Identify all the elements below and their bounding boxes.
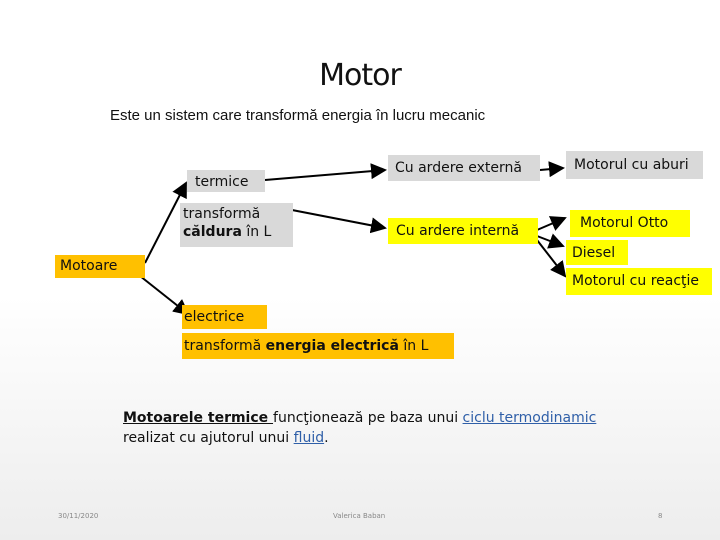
node-motoare-label: Motoare [60,258,118,274]
footer-date: 30/11/2020 [58,512,99,520]
slide-subtitle: Este un sistem care transformă energia în lucru mecanic [110,107,486,124]
arrow-externa-aburi [540,168,563,170]
link-ciclu-termodinamic[interactable]: ciclu termodinamic [462,410,597,426]
termice-desc-line1: transformă [183,206,261,222]
node-motorul-otto [570,210,690,237]
definition-verb: funcţionează pe baza unui [273,410,463,426]
node-motorul-otto-label: Motorul Otto [580,215,669,231]
node-motorul-aburi-label: Motorul cu aburi [574,157,689,173]
definition-realizat: realizat cu ajutorul unui [123,430,294,446]
definition-period: . [324,430,329,446]
node-diesel-label: Diesel [572,245,616,261]
node-motorul-aburi [566,151,703,179]
arrow-termice-externa [265,170,385,180]
node-ardere-externa [388,155,540,181]
node-termice [187,170,265,192]
electrice-desc-bold: energia electrică [265,338,399,354]
definition-term: Motoarele termice [123,410,274,426]
node-motorul-reactie-label: Motorul cu reacţie [572,273,700,289]
node-termice-label: termice [195,174,249,190]
definition-text [123,408,596,448]
termice-desc-line2 [183,223,293,241]
slide-title: Motor [319,58,401,93]
arrow-interna-otto [537,218,565,230]
electrice-desc-part1: transformă [184,338,266,354]
node-electrice-label: electrice [184,309,245,325]
termice-desc-bold: căldura [183,224,242,240]
node-motoare [55,255,145,278]
node-ardere-externa-label: Cu ardere externă [395,160,522,176]
termice-desc-rest: în L [241,224,272,240]
node-ardere-interna [388,218,538,244]
node-diesel [566,240,628,265]
footer-author: Valerica Baban [333,512,386,520]
arrow-termice-interna [292,210,385,228]
footer-page-number: 8 [658,512,663,520]
node-electrice-desc [182,333,454,359]
definition-line2 [123,428,596,448]
node-termice-desc [180,203,293,247]
node-motorul-reactie [566,268,712,295]
node-ardere-interna-label: Cu ardere internă [396,223,520,239]
arrow-motoare-electrice [135,272,188,314]
link-fluid[interactable]: fluid [293,430,325,446]
node-electrice [182,305,267,329]
definition-line1 [123,408,596,428]
electrice-desc-part2: în L [398,338,429,354]
